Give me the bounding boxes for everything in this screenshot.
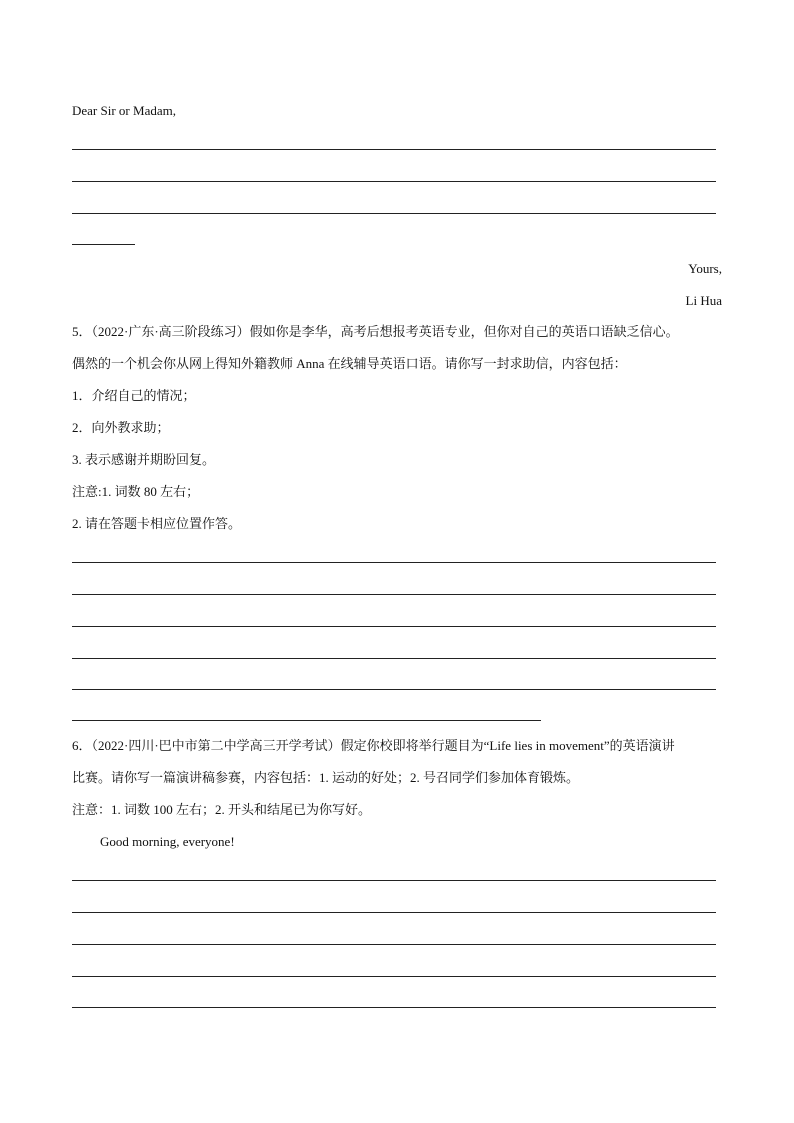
answer-line [72,562,716,563]
letter-signature: Li Hua [685,293,722,308]
q6-speech-opening: Good morning, everyone! [100,834,235,849]
answer-line [72,1007,716,1008]
q5-item-3: 3. 表示感谢并期盼回复。 [72,452,216,467]
q5-prompt-line-1: 5．（2022·广东·高三阶段练习）假如你是李华，高考后想报考英语专业，但你对自己的英语口语缺乏信心。 [72,324,679,339]
answer-line [72,594,716,595]
answer-line-short [72,244,135,245]
q6-note: 注意：1. 词数 100 左右；2. 开头和结尾已为你写好。 [72,802,372,817]
q5-prompt-line-2: 偶然的一个机会你从网上得知外籍教师 Anna 在线辅导英语口语。请你写一封求助信，内容包括： [72,356,627,371]
answer-line [72,213,716,214]
answer-line [72,149,716,150]
q5-item-2: 2．向外教求助； [72,420,170,435]
answer-line [72,944,716,945]
q6-prompt-line-2: 比赛。请你写一篇演讲稿参赛，内容包括：1. 运动的好处；2. 号召同学们参加体育锻炼。 [72,770,580,785]
q5-note-2: 2. 请在答题卡相应位置作答。 [72,516,242,531]
answer-line [72,626,716,627]
letter-salutation: Dear Sir or Madam, [72,103,176,118]
answer-line [72,976,716,977]
answer-line [72,658,716,659]
answer-line [72,912,716,913]
answer-line [72,181,716,182]
answer-line-short [72,720,541,721]
q5-item-1: 1．介绍自己的情况； [72,388,196,403]
q6-prompt-line-1: 6．（2022·四川·巴中市第二中学高三开学考试）假定你校即将举行题目为“Life lies in movement”的英语演讲 [72,738,675,753]
answer-line [72,880,716,881]
answer-line [72,689,716,690]
q5-note-1: 注意:1. 词数 80 左右； [72,484,200,499]
letter-closing: Yours, [688,261,722,276]
